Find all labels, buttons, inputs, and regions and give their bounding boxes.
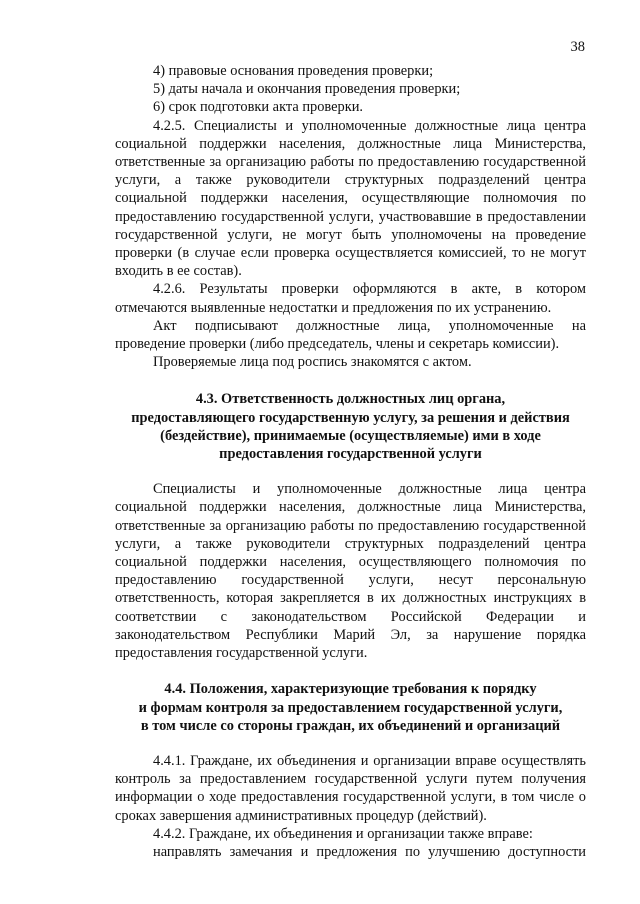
paragraph-act-signing: Акт подписывают должностные лица, уполномоченные на проведение проверки (либо председатель, члены и секретарь комиссии). — [115, 317, 586, 353]
heading-line: предоставляющего государственную услугу, за решения и действия — [131, 409, 570, 426]
heading-line: в том числе со стороны граждан, их объединений и организаций — [140, 717, 561, 734]
list-item: 6) срок подготовки акта проверки. — [153, 99, 363, 116]
paragraph-4-2-6: 4.2.6. Результаты проверки оформляются в акте, в котором отмечаются выявленные недостатки и предложения по их устранению. — [115, 281, 586, 316]
heading-line: 4.3. Ответственность должностных лиц органа, — [195, 391, 506, 408]
section-heading-4-3 — [115, 390, 586, 463]
paragraph-4-2-5: 4.2.5. Специалисты и уполномоченные должностные лица центра социальной поддержки населения, должностные лица Министерства, ответственные за организацию работы по предоставлению государственной услуги, а также руководители структурных подразделений центра социальной поддержки населения, осуществляющие полномочия по предоставлению государственной услуги, участвовавшие в предоставлении государственной услуги, не могут быть уполномочены на проведение проверки (в случае если проверка осуществляется комиссией, то не могут входить в ее состав). — [115, 117, 586, 280]
paragraph-continuation: направлять замечания и предложения по улучшению доступности — [153, 843, 586, 860]
heading-line: предоставления государственной услуги — [219, 446, 482, 463]
list-item: 5) даты начала и окончания проведения проверки; — [153, 81, 461, 98]
section-heading-4-4 — [115, 680, 586, 735]
paragraph-4-4-2: 4.4.2. Граждане, их объединения и организации также вправе: — [153, 825, 533, 842]
paragraph-4-4-1: 4.4.1. Граждане, их объединения и организации вправе осуществлять контроль за предоставлением государственной услуги путем получения информации о ходе предоставления государственной услуги, в том числе о сроках завершения административных процедур (действий). — [115, 752, 586, 824]
document-body — [115, 62, 586, 861]
heading-line: и формам контроля за предоставлением государственной услуги, — [138, 699, 563, 716]
heading-line: 4.4. Положения, характеризующие требования к порядку — [164, 681, 537, 698]
heading-line: (бездействие), принимаемые (осуществляемые) ими в ходе — [160, 427, 541, 444]
page-number: 38 — [570, 39, 585, 55]
section-4-3-text: Специалисты и уполномоченные должностные лица центра социальной поддержки населения, должностные лица Министерства, ответственные за организацию работы по предоставлению государственной услуги, а также руководители структурных подразделений центра социальной поддержки населения, осуществляющего полномочия по предоставлению государственной услуги, несут персональную ответственность, которая закрепляется в их должностных инструкциях в соответствии с законодательством Российской Федерации и законодательством Республики Марий Эл, за нарушение порядка предоставления государственной услуги. — [115, 481, 586, 662]
list-item: 4) правовые основания проведения проверки; — [153, 63, 434, 79]
paragraph-acquaintance: Проверяемые лица под роспись знакомятся с актом. — [153, 354, 472, 371]
